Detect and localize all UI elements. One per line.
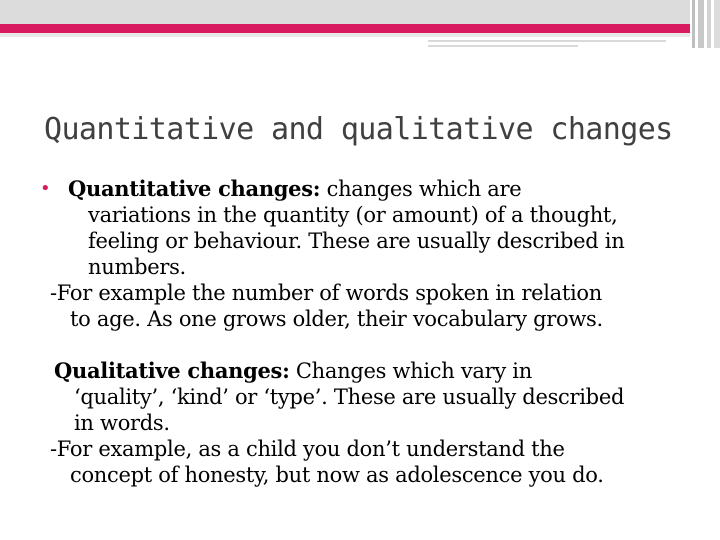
quantitative-paragraph [40, 176, 680, 280]
qualitative-example-line: -For example, as a child you don’t understand the [50, 437, 565, 461]
qualitative-paragraph [50, 358, 680, 436]
edge-stripe [692, 0, 695, 48]
header-band-gray [0, 0, 690, 24]
bullet-icon: • [40, 178, 51, 199]
quantitative-example-line: -For example the number of words spoken in relation [50, 281, 602, 305]
paragraph-spacer [50, 332, 680, 358]
qualitative-example-line: concept of honesty, but now as adolescence you do. [70, 463, 604, 487]
edge-stripe [707, 0, 711, 48]
edge-stripe [698, 0, 704, 48]
header-band-pink [0, 24, 690, 33]
header-rule-long [428, 40, 666, 42]
qualitative-definition-line: in words. [74, 411, 170, 435]
qualitative-definition-start: Changes which vary in [289, 359, 532, 383]
quantitative-definition-line: numbers. [88, 255, 186, 279]
qualitative-term: Qualitative changes: [54, 358, 290, 383]
qualitative-example [50, 436, 680, 488]
quantitative-example [50, 280, 680, 332]
quantitative-definition-line: feeling or behaviour. These are usually described in [88, 229, 625, 253]
slide-body [40, 176, 680, 488]
qualitative-definition-line: ‘quality’, ‘kind’ or ‘type’. These are usually described [74, 385, 625, 409]
edge-stripe [714, 0, 720, 48]
slide-title: Quantitative and qualitative changes [44, 112, 673, 147]
header-band-light [0, 33, 690, 37]
quantitative-term: Quantitative changes: [68, 176, 321, 201]
quantitative-definition-start: changes which are [320, 177, 522, 201]
quantitative-example-line: to age. As one grows older, their vocabulary grows. [70, 307, 603, 331]
header-rule-short [428, 45, 578, 47]
quantitative-definition-line: variations in the quantity (or amount) of a thought, [88, 203, 618, 227]
